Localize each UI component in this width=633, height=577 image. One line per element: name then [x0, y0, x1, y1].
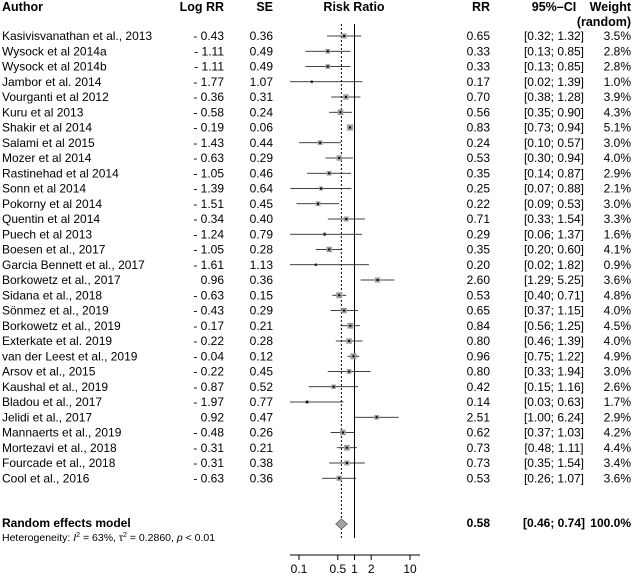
study-rr: 0.96: [466, 349, 490, 364]
study-rr: 2.51: [466, 410, 490, 425]
study-rr: 0.33: [466, 44, 490, 59]
study-logrr: - 1.39: [193, 181, 224, 196]
study-se: 0.49: [249, 59, 273, 74]
study-rr: 0.17: [466, 74, 490, 89]
study-rr: 0.42: [466, 379, 490, 394]
x-tick-label: 0.5: [329, 562, 347, 576]
study-author: Wysock et al 2014a: [2, 44, 107, 59]
study-logrr: - 0.58: [193, 105, 224, 120]
point-estimate: [377, 279, 379, 281]
study-logrr: - 0.43: [193, 29, 224, 43]
study-rr: 0.71: [466, 212, 490, 226]
het-tau-sup: 2: [123, 532, 127, 539]
study-se: 0.38: [249, 456, 273, 470]
study-author: Wysock et al 2014b: [2, 59, 107, 74]
study-logrr: - 0.63: [193, 151, 224, 165]
study-ci: [0.20; 0.60]: [523, 242, 585, 257]
study-se: 0.40: [249, 212, 273, 226]
study-rr: 0.84: [466, 318, 490, 333]
study-ci: [0.75; 1.22]: [523, 349, 585, 364]
study-rr: 0.33: [466, 59, 490, 74]
study-author: Borkowetz et al., 2017: [2, 273, 121, 287]
summary-rr: 0.58: [466, 516, 490, 530]
header-author: Author: [2, 0, 43, 14]
het-i2-symbol: I: [73, 532, 77, 544]
study-weight: 3.6%: [603, 273, 631, 287]
study-se: 0.12: [249, 349, 273, 364]
study-weight: 0.9%: [603, 257, 631, 272]
x-tick-label: 2: [367, 562, 375, 576]
het-prefix: Heterogeneity:: [2, 532, 74, 544]
study-rr: 0.20: [466, 257, 490, 272]
study-logrr: - 0.43: [193, 303, 224, 318]
header-risk-ratio: Risk Ratio: [323, 0, 385, 14]
point-estimate: [320, 188, 322, 190]
study-logrr: 0.96: [200, 273, 224, 287]
study-ci: [0.73; 0.94]: [523, 120, 585, 135]
study-rr: 0.25: [466, 181, 490, 196]
study-ci: [0.03; 0.63]: [523, 395, 585, 409]
het-tau-symbol: τ: [118, 532, 124, 544]
study-logrr: - 0.22: [193, 364, 224, 379]
study-se: 0.77: [249, 395, 273, 409]
point-estimate: [345, 218, 347, 220]
het-i2-sup: 2: [76, 532, 81, 539]
study-ci: [0.38; 1.28]: [523, 90, 585, 104]
point-estimate: [345, 96, 347, 98]
study-se: 0.28: [249, 334, 273, 348]
study-weight: 4.8%: [603, 288, 631, 303]
study-ci: [0.26; 1.07]: [523, 471, 585, 486]
study-se: 0.29: [249, 151, 273, 165]
header-logrr: Log RR: [179, 0, 224, 14]
point-estimate: [333, 386, 335, 388]
study-ci: [0.02; 1.39]: [523, 74, 585, 89]
study-author: Borkowetz et al., 2019: [2, 318, 121, 333]
study-se: 0.36: [249, 273, 273, 287]
study-rr: 0.70: [466, 90, 490, 104]
point-estimate: [376, 416, 378, 418]
study-logrr: - 0.22: [193, 334, 224, 348]
study-se: 0.31: [249, 90, 273, 104]
study-se: 0.64: [249, 181, 273, 196]
point-estimate: [328, 172, 330, 174]
point-estimate: [338, 157, 340, 159]
study-ci: [0.14; 0.87]: [523, 166, 585, 181]
study-ci: [0.37; 1.15]: [523, 303, 585, 318]
header-se: SE: [256, 0, 273, 14]
study-se: 1.13: [249, 257, 273, 272]
study-se: 0.21: [249, 318, 273, 333]
study-weight: 2.6%: [603, 379, 631, 394]
header-weight-sub: (random): [576, 15, 631, 29]
study-logrr: - 1.77: [193, 74, 224, 89]
study-weight: 4.5%: [603, 318, 631, 333]
study-author: Sönmez et al., 2019: [2, 303, 109, 318]
study-weight: 4.4%: [603, 440, 631, 455]
study-rr: 0.24: [466, 135, 490, 150]
x-tick-label: 1: [351, 562, 358, 576]
study-se: 1.07: [249, 74, 273, 89]
heterogeneity-text: [2, 532, 215, 544]
study-weight: 3.6%: [603, 471, 631, 486]
study-se: 0.47: [249, 410, 273, 425]
study-ci: [0.06; 1.37]: [523, 227, 585, 242]
study-ci: [0.46; 1.39]: [523, 334, 585, 348]
study-ci: [0.56; 1.25]: [523, 318, 585, 333]
study-author: Kaushal et al., 2019: [2, 379, 109, 394]
study-rr: 0.73: [466, 440, 490, 455]
point-estimate: [353, 355, 355, 357]
study-weight: 3.0%: [603, 135, 631, 150]
study-author: Mozer et al 2014: [2, 151, 92, 165]
study-se: 0.26: [249, 425, 273, 440]
study-se: 0.36: [249, 29, 273, 43]
study-author: Arsov et al., 2015: [2, 364, 96, 379]
study-ci: [0.07; 0.88]: [523, 181, 585, 196]
study-author: Mortezavi et al., 2018: [2, 440, 117, 455]
point-estimate: [338, 477, 340, 479]
summary-weight: 100.0%: [590, 516, 631, 530]
study-se: 0.21: [249, 440, 273, 455]
study-logrr: - 1.24: [193, 227, 224, 242]
point-estimate: [340, 111, 342, 113]
study-rr: 2.60: [466, 273, 490, 287]
point-estimate: [324, 233, 326, 235]
study-logrr: 0.92: [200, 410, 224, 425]
study-rr: 0.73: [466, 456, 490, 470]
study-rr: 0.35: [466, 242, 490, 257]
study-rr: 0.22: [466, 196, 490, 211]
study-logrr: - 0.36: [193, 90, 224, 104]
study-weight: 3.0%: [603, 364, 631, 379]
study-ci: [0.13; 0.85]: [523, 59, 585, 74]
study-logrr: - 0.17: [193, 318, 224, 333]
study-author: Shakir et al 2014: [2, 120, 93, 135]
study-ci: [0.02; 1.82]: [523, 257, 585, 272]
study-weight: 4.0%: [603, 151, 631, 165]
point-estimate: [346, 447, 348, 449]
point-estimate: [311, 81, 313, 83]
study-se: 0.52: [249, 379, 273, 394]
study-author: Vourganti et al 2012: [2, 90, 109, 104]
study-rr: 0.29: [466, 227, 490, 242]
study-author: Quentin et al 2014: [2, 212, 101, 226]
study-se: 0.79: [249, 227, 273, 242]
study-logrr: - 0.48: [193, 425, 224, 440]
study-rr: 0.53: [466, 151, 490, 165]
point-estimate: [327, 66, 329, 68]
point-estimate: [319, 142, 321, 144]
study-rr: 0.53: [466, 288, 490, 303]
study-ci: [1.00; 6.24]: [523, 410, 585, 425]
study-author: Rastinehad et al 2014: [2, 166, 119, 181]
het-i2-value: = 63%,: [80, 532, 119, 544]
plot-marks: [290, 24, 399, 538]
study-rows: [2, 29, 631, 485]
point-estimate: [338, 294, 340, 296]
study-author: Cool et al., 2016: [2, 471, 90, 486]
study-weight: 4.3%: [603, 105, 631, 120]
study-logrr: - 0.31: [193, 440, 224, 455]
point-estimate: [327, 50, 329, 52]
study-ci: [0.33; 1.54]: [523, 212, 585, 226]
study-logrr: - 1.05: [193, 166, 224, 181]
study-ci: [0.09; 0.53]: [523, 196, 585, 211]
study-weight: 3.4%: [603, 456, 631, 470]
study-rr: 0.65: [466, 29, 490, 43]
study-rr: 0.80: [466, 364, 490, 379]
study-weight: 4.1%: [603, 242, 631, 257]
study-logrr: - 0.19: [193, 120, 224, 135]
study-weight: 1.6%: [603, 227, 631, 242]
study-se: 0.36: [249, 471, 273, 486]
study-rr: 0.62: [466, 425, 490, 440]
study-rr: 0.53: [466, 471, 490, 486]
study-author: Pokorny et al 2014: [2, 196, 103, 211]
study-weight: 4.9%: [603, 349, 631, 364]
het-tau-value: = 0.2860,: [126, 532, 177, 544]
summary-row: [2, 516, 631, 530]
point-estimate: [349, 127, 351, 129]
study-se: 0.15: [249, 288, 273, 303]
study-author: Exterkate et al. 2019: [2, 334, 113, 348]
study-weight: 3.3%: [603, 212, 631, 226]
study-weight: 3.9%: [603, 90, 631, 104]
study-logrr: - 1.11: [194, 44, 224, 59]
point-estimate: [306, 401, 308, 403]
study-author: Bladou et al., 2017: [2, 395, 103, 409]
summary-label: Random effects model: [2, 516, 131, 530]
study-rr: 0.65: [466, 303, 490, 318]
study-weight: 2.8%: [603, 44, 631, 59]
point-estimate: [343, 310, 345, 312]
study-logrr: - 1.51: [193, 196, 224, 211]
study-logrr: - 1.97: [193, 395, 224, 409]
het-p-value: < 0.01: [182, 532, 216, 544]
study-se: 0.06: [249, 120, 273, 135]
study-ci: [0.32; 1.32]: [523, 29, 585, 43]
study-rr: 0.14: [466, 395, 490, 409]
study-logrr: - 0.34: [193, 212, 224, 226]
point-estimate: [328, 249, 330, 251]
study-author: Kasivisvanathan et al., 2013: [2, 29, 153, 43]
x-axis: [290, 555, 420, 576]
study-se: 0.28: [249, 242, 273, 257]
study-se: 0.29: [249, 303, 273, 318]
study-author: Jelidi et al., 2017: [2, 410, 93, 425]
study-author: Sidana et al., 2018: [2, 288, 103, 303]
study-ci: [0.37; 1.03]: [523, 425, 585, 440]
summary-ci: [0.46; 0.74]: [522, 516, 586, 530]
het-p-symbol: p: [176, 532, 183, 544]
study-ci: [0.48; 1.11]: [524, 440, 584, 455]
study-rr: 0.35: [466, 166, 490, 181]
study-ci: [0.15; 1.16]: [523, 379, 585, 394]
study-ci: [0.35; 1.54]: [523, 456, 585, 470]
study-weight: 2.1%: [603, 181, 631, 196]
study-author: van der Leest et al., 2019: [2, 349, 138, 364]
study-logrr: - 0.04: [193, 349, 224, 364]
study-author: Kuru et al 2013: [2, 105, 84, 120]
point-estimate: [343, 35, 345, 37]
study-se: 0.46: [249, 166, 273, 181]
study-rr: 0.83: [466, 120, 490, 135]
point-estimate: [348, 371, 350, 373]
study-weight: 2.8%: [603, 59, 631, 74]
point-estimate: [342, 432, 344, 434]
study-author: Jambor et al. 2014: [2, 74, 102, 89]
study-logrr: - 1.11: [194, 59, 224, 74]
study-weight: 1.0%: [603, 74, 631, 89]
study-ci: [0.10; 0.57]: [523, 135, 585, 150]
study-author: Mannaerts et al., 2019: [2, 425, 122, 440]
study-rr: 0.80: [466, 334, 490, 348]
study-weight: 1.7%: [603, 395, 631, 409]
study-logrr: - 1.05: [193, 242, 224, 257]
study-ci: [0.30; 0.94]: [523, 151, 585, 165]
summary-diamond: [336, 519, 347, 529]
header-rr: RR: [471, 0, 490, 14]
study-author: Garcia Bennett et al., 2017: [2, 257, 145, 272]
study-weight: 5.1%: [603, 120, 631, 135]
study-author: Salami et al 2015: [2, 135, 95, 150]
header-weight: Weight: [589, 0, 631, 14]
point-estimate: [315, 264, 317, 266]
study-ci: [0.35; 0.90]: [523, 105, 585, 120]
study-se: 0.45: [249, 364, 273, 379]
study-logrr: - 1.43: [193, 135, 224, 150]
study-logrr: - 0.87: [193, 379, 224, 394]
study-weight: 4.0%: [603, 303, 631, 318]
study-ci: [0.40; 0.71]: [523, 288, 585, 303]
point-estimate: [346, 462, 348, 464]
study-ci: [1.29; 5.25]: [523, 273, 585, 287]
x-tick-label: 10: [403, 562, 417, 576]
column-headers: [2, 0, 632, 29]
study-weight: 3.0%: [603, 196, 631, 211]
study-author: Sonn et al 2014: [2, 181, 87, 196]
x-tick-label: 0.1: [290, 562, 308, 576]
study-rr: 0.56: [466, 105, 490, 120]
study-logrr: - 0.63: [193, 288, 224, 303]
study-author: Puech et al 2013: [2, 227, 93, 242]
header-ci: 95%–CI: [531, 0, 577, 14]
study-weight: 2.9%: [603, 166, 631, 181]
study-se: 0.49: [249, 44, 273, 59]
study-weight: 4.0%: [603, 334, 631, 348]
study-weight: 4.2%: [603, 425, 631, 440]
point-estimate: [348, 340, 350, 342]
study-se: 0.45: [249, 196, 273, 211]
study-weight: 2.9%: [603, 410, 631, 425]
study-se: 0.24: [249, 105, 273, 120]
study-ci: [0.13; 0.85]: [523, 44, 585, 59]
study-logrr: - 0.31: [193, 456, 224, 470]
study-author: Fourcade et al., 2018: [2, 456, 116, 470]
study-author: Boesen et al., 2017: [2, 242, 106, 257]
study-ci: [0.33; 1.94]: [523, 364, 585, 379]
study-weight: 3.5%: [603, 29, 631, 43]
study-se: 0.44: [249, 135, 273, 150]
point-estimate: [349, 325, 351, 327]
point-estimate: [317, 203, 319, 205]
study-logrr: - 0.63: [193, 471, 224, 486]
study-logrr: - 1.61: [193, 257, 224, 272]
